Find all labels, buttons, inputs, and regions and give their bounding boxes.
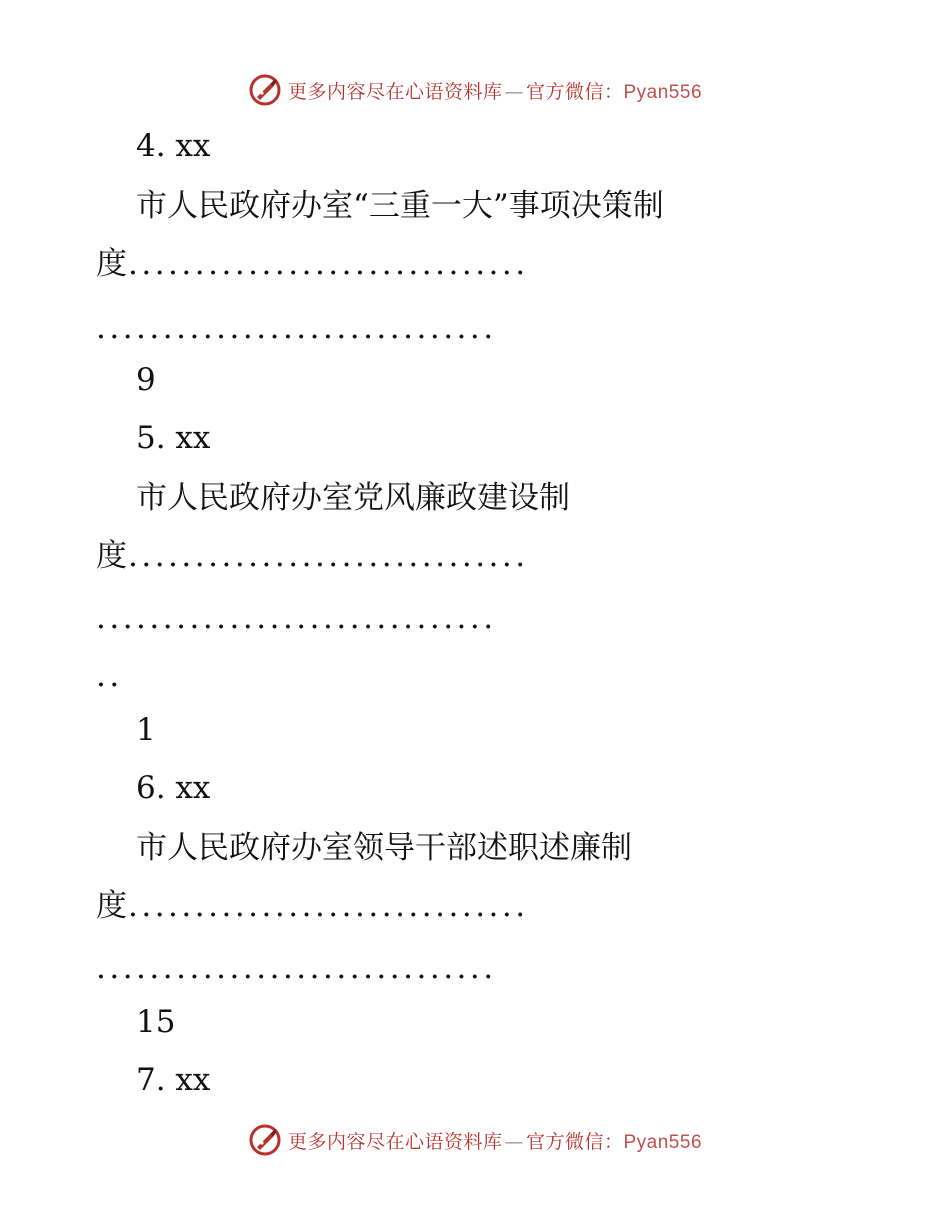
toc-item-5-title: 市人民政府办室党风廉政建设制 <box>136 480 570 516</box>
toc-item-4-number: 4. xx <box>136 128 211 164</box>
banner-separator: — <box>504 80 524 103</box>
toc-item-6-number: 6. xx <box>136 770 211 806</box>
banner-wechat-id: Pyan556 <box>623 1131 703 1153</box>
toc-item-4-title: 市人民政府办室“三重一大”事项决策制 <box>136 188 664 224</box>
toc-item-6-leader-2: .............................. <box>96 950 497 986</box>
toc-item-6-page: 15 <box>136 1004 176 1040</box>
toc-item-5-number: 5. xx <box>136 420 211 456</box>
banner-text <box>288 1127 702 1154</box>
toc-item-6-title: 市人民政府办室领导干部述职述廉制 <box>136 830 632 866</box>
banner-main-text: 更多内容尽在心语资料库 <box>287 80 503 103</box>
toc-item-7-number: 7. xx <box>136 1062 211 1098</box>
banner-text <box>288 77 702 104</box>
toc-item-5-continuation: 度 <box>96 538 127 574</box>
banner-main-text: 更多内容尽在心语资料库 <box>287 1130 503 1153</box>
toc-item-5-leader-3: .. <box>96 658 123 694</box>
pen-logo-icon <box>248 1123 282 1157</box>
toc-item-5-leader-1: .............................. <box>128 538 529 574</box>
banner-separator: — <box>504 1130 524 1153</box>
toc-item-5-leader-2: .............................. <box>96 600 497 636</box>
banner-suffix-text: 官方微信： <box>525 80 624 103</box>
toc-item-4-leader-1: .............................. <box>128 246 529 282</box>
banner-suffix-text: 官方微信： <box>525 1130 624 1153</box>
toc-item-5-page: 1 <box>136 712 156 748</box>
footer-watermark-banner <box>0 1120 950 1160</box>
banner-wechat-id: Pyan556 <box>623 81 703 103</box>
toc-item-6-continuation: 度 <box>96 888 127 924</box>
toc-item-6-leader-1: .............................. <box>128 888 529 924</box>
toc-item-4-page: 9 <box>136 362 156 398</box>
pen-logo-icon <box>248 73 282 107</box>
toc-item-4-continuation: 度 <box>96 246 127 282</box>
toc-item-4-leader-2: .............................. <box>96 310 497 346</box>
header-watermark-banner <box>0 70 950 110</box>
